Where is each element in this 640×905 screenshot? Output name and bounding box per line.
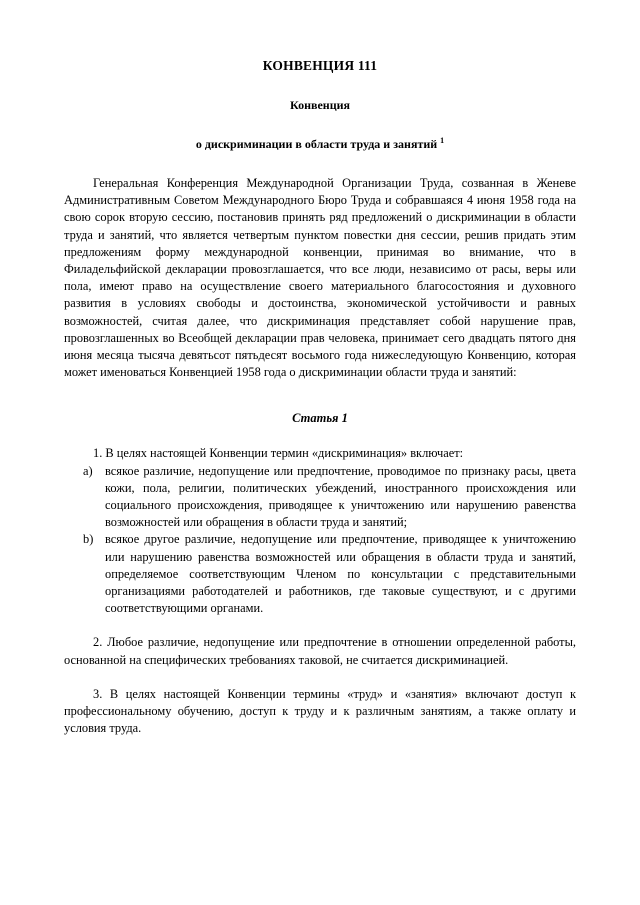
clause-2-paragraph: 2. Любое различие, недопущение или предпочтение в отношении определенной работы, основанной на специфических требованиях таковой, не считается дискриминацией. (64, 635, 576, 667)
list-item-marker: a) (83, 463, 93, 478)
list-item-marker: b) (83, 532, 94, 547)
document-subtitle-secondary-text: о дискриминации в области труда и занятий (195, 136, 438, 151)
document-content (64, 0, 576, 737)
list-item (64, 531, 576, 617)
clause-3-paragraph: 3. В целях настоящей Конвенции термины «труд» и «занятия» включают доступ к профессиональному обучению, доступ к труду и к различным занятиям, а также оплату и условия труда. (64, 686, 576, 736)
list-item-text: всякое другое различие, недопущение или предпочтение, приводящее к уничтожению или нарушению равенства возможностей или обращения в области труда и занятий, определяемое соответствующим Членом по консультации с представительными организациями работодателей и работников, где таковые существуют, и с другими соответствующими органами. (105, 532, 576, 616)
document-subtitle-secondary (64, 113, 576, 151)
preamble-paragraph: Генеральная Конференция Международной Организации Труда, созванная в Женеве Административным Советом Международного Бюро Труда и собравшаяся 4 июня 1958 года на свою сорок вторую сессию, постановив принять ряд предложений о дискриминации в области труда и занятий, что является четвертым пунктом повестки дня сессии, решив придать этим предложениям форму международной конвенции, принимая во внимание, что в Филадельфийской декларации провозглашается, что все люди, независимо от расы, веры или пола, имеют право на осуществление своего материального благосостояния и духовного развития в условиях свободы и достоинства, экономической устойчивости и равных возможностей, считая далее, что дискриминация представляет собой нарушение прав, провозглашенных во Всеобщей декларации прав человека, принимает сего двадцать пятого дня июня месяца тысяча девятьсот пятьдесят восьмого года нижеследующую Конвенцию, которая может именоваться Конвенцией 1958 года о дискриминации области труда и занятий: (64, 175, 576, 380)
list-item-text: всякое различие, недопущение или предпочтение, проводимое по признаку расы, цвета кожи, пола, религии, политических убеждений, иностранного происхождения или социального происхождения, приводящее к уничтожению или нарушению равенства возможностей или обращения в области труда и занятий; (105, 463, 576, 530)
document-title: КОНВЕНЦИЯ 111 (262, 58, 378, 73)
list-item (64, 463, 576, 532)
clause-1-list (64, 463, 576, 618)
footnote-marker: 1 (440, 135, 445, 145)
clause-1-intro: 1. В целях настоящей Конвенции термин «дискриминация» включает: (93, 446, 464, 461)
article-heading: Статья 1 (292, 411, 348, 426)
document-subtitle: Конвенция (289, 98, 351, 113)
